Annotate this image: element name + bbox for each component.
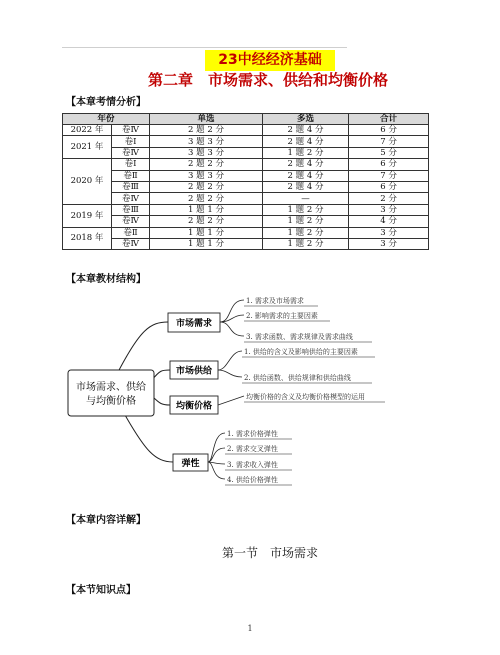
header-year: 年份 <box>63 114 150 125</box>
single-cell: 3 题 3 分 <box>150 136 263 147</box>
paper-cell: 卷Ⅰ <box>112 159 150 170</box>
leaf-text: 1. 需求及市场需求 <box>246 297 304 305</box>
year-cell: 2020 年 <box>63 159 112 205</box>
connector-elasticity <box>125 415 173 462</box>
connector-leaf <box>220 322 244 336</box>
total-cell: 6 分 <box>349 181 429 192</box>
multi-cell: 2 题 4 分 <box>263 181 349 192</box>
single-cell: 2 题 2 分 <box>150 159 263 170</box>
single-cell: 1 题 1 分 <box>150 227 263 238</box>
banner-title: 23中经经济基础 <box>218 52 322 68</box>
single-cell: 1 题 1 分 <box>150 204 263 215</box>
page-number: 1 <box>247 624 253 633</box>
center-line-2: 与均衡价格 <box>86 396 136 407</box>
section-heading: 第一节 市场需求 <box>221 546 318 560</box>
header-total: 合计 <box>349 114 429 125</box>
year-cell: 2022 年 <box>63 125 112 136</box>
single-cell: 2 题 2 分 <box>150 216 263 227</box>
branch-demand-label: 市场需求 <box>175 319 213 329</box>
section-label-structure: 【本章教材结构】 <box>66 274 146 285</box>
multi-cell: 2 题 4 分 <box>263 125 349 136</box>
multi-cell: 2 题 4 分 <box>263 159 349 170</box>
total-cell: 4 分 <box>349 216 429 227</box>
chapter-title: 第二章 市场需求、供给和均衡价格 <box>148 71 389 89</box>
multi-cell: 1 题 2 分 <box>263 216 349 227</box>
paper-cell: 卷Ⅰ <box>112 136 150 147</box>
connector-leaf <box>218 351 242 370</box>
connector-leaf <box>218 370 242 377</box>
section-label-exam-analysis: 【本章考情分析】 <box>66 97 146 108</box>
total-cell: 2 分 <box>349 193 429 204</box>
section-label-knowledge-points: 【本节知识点】 <box>66 585 136 596</box>
year-cell: 2018 年 <box>63 227 112 250</box>
center-line-1: 市场需求、供给 <box>76 382 146 393</box>
connector-leaf <box>218 396 244 405</box>
total-cell: 7 分 <box>349 136 429 147</box>
connector-demand <box>118 322 168 372</box>
connector-leaf <box>208 462 225 479</box>
leaf-text: 3. 需求收入弹性 <box>227 461 278 469</box>
paper-cell: 卷Ⅳ <box>112 238 150 249</box>
branch-supply-label: 市场供给 <box>175 366 213 377</box>
leaf-text: 均衡价格的含义及均衡价格模型的运用 <box>246 393 365 401</box>
connector-equilibrium <box>152 396 170 405</box>
single-cell: 2 题 2 分 <box>150 181 263 192</box>
multi-cell: 1 题 2 分 <box>263 238 349 249</box>
branch-elasticity-label: 弹性 <box>181 459 200 469</box>
mindmap-center-node <box>68 370 154 416</box>
multi-cell: 2 题 4 分 <box>263 170 349 181</box>
total-cell: 3 分 <box>349 238 429 249</box>
connector-supply <box>152 370 170 380</box>
leaf-text: 4. 供给价格弹性 <box>227 476 278 484</box>
paper-cell: 卷Ⅱ <box>112 170 150 181</box>
total-cell: 6 分 <box>349 125 429 136</box>
multi-cell: 1 题 2 分 <box>263 147 349 158</box>
paper-cell: 卷Ⅳ <box>112 193 150 204</box>
total-cell: 7 分 <box>349 170 429 181</box>
leaf-text: 2. 需求交叉弹性 <box>227 445 278 453</box>
single-cell: 1 题 1 分 <box>150 238 263 249</box>
year-cell: 2019 年 <box>63 204 112 227</box>
paper-cell: 卷Ⅳ <box>112 147 150 158</box>
leaf-text: 1. 供给的含义及影响供给的主要因素 <box>244 348 358 356</box>
section-label-content-detail: 【本章内容详解】 <box>66 515 146 526</box>
connector-leaf <box>208 433 225 462</box>
total-cell: 3 分 <box>349 227 429 238</box>
single-cell: 2 题 2 分 <box>150 193 263 204</box>
leaf-text: 2. 供给函数、供给规律和供给曲线 <box>244 374 351 382</box>
leaf-text: 3. 需求函数、需求规律及需求曲线 <box>246 333 353 341</box>
branch-equilibrium-label: 均衡价格 <box>175 401 213 412</box>
total-cell: 6 分 <box>349 159 429 170</box>
paper-cell: 卷Ⅲ <box>112 204 150 215</box>
paper-cell: 卷Ⅳ <box>112 125 150 136</box>
total-cell: 5 分 <box>349 147 429 158</box>
single-cell: 2 题 2 分 <box>150 125 263 136</box>
leaf-text: 2. 影响需求的主要因素 <box>246 312 318 320</box>
year-cell: 2021 年 <box>63 136 112 159</box>
single-cell: 3 题 3 分 <box>150 147 263 158</box>
multi-cell: — <box>263 193 349 204</box>
paper-cell: 卷Ⅱ <box>112 227 150 238</box>
leaf-text: 1. 需求价格弹性 <box>227 430 278 438</box>
total-cell: 3 分 <box>349 204 429 215</box>
multi-cell: 1 题 2 分 <box>263 227 349 238</box>
header-multi: 多选 <box>263 114 349 125</box>
single-cell: 3 题 3 分 <box>150 170 263 181</box>
multi-cell: 1 题 2 分 <box>263 204 349 215</box>
header-single: 单选 <box>150 114 263 125</box>
paper-cell: 卷Ⅲ <box>112 181 150 192</box>
paper-cell: 卷Ⅳ <box>112 216 150 227</box>
multi-cell: 2 题 4 分 <box>263 136 349 147</box>
